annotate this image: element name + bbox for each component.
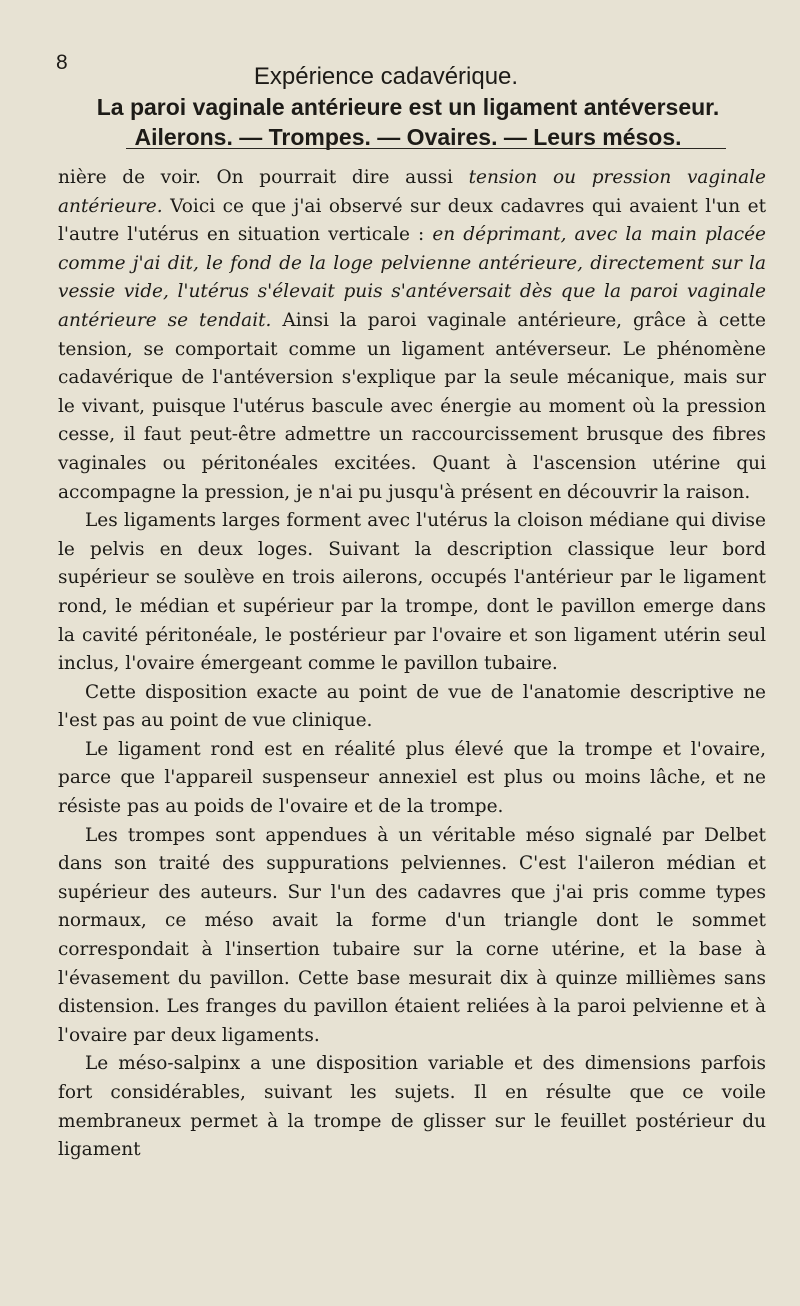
section-subtitle-line-2: Ailerons. — Trompes. — Ovaires. — Leurs mésos. <box>134 124 682 150</box>
paragraph-3: Cette disposition exacte au point de vue de l'anatomie descriptive ne l'est pas au point de vue clinique. <box>58 681 766 732</box>
section-title: Expérience cadavérique. <box>253 63 519 90</box>
header-divider <box>126 148 726 149</box>
paragraph-1-italic-d: en déprimant, avec la main placée comme j'ai dit, le fond de la loge pelvienne antérieure, directement sur la vessie vide, l'utérus s'élevait puis s'antéversait dès que la paroi vaginale antérieure se tendait. <box>58 224 766 331</box>
section-subtitle-line-1: La paroi vaginale antérieure est un ligament antéverseur. <box>96 94 720 120</box>
paragraph-1-part-a: nière de voir. On pourrait dire aussi <box>58 167 469 188</box>
paragraph-6: Le méso-salpinx a une disposition variable et des dimensions parfois fort considérables, suivant les sujets. Il en résulte que ce voile membraneux permet à la trompe de glisser sur le feuillet postérieur du ligament <box>58 1053 766 1161</box>
section-header <box>58 62 758 152</box>
paragraph-5: Les trompes sont appendues à un véritable méso signalé par Delbet dans son traité des suppurations pelviennes. C'est l'aileron médian et supérieur des auteurs. Sur l'un des cadavres que j'ai pris comme types normaux, ce méso avait la forme d'un triangle dont le sommet correspondait à l'insertion tubaire sur la corne utérine, et la base à l'évasement du pavillon. Cette base mesurait dix à quinze millièmes sans distension. Les franges du pavillon étaient reliées à la paroi pelvienne et à l'ovaire par deux ligaments. <box>58 824 766 1046</box>
paragraph-1 <box>58 164 766 507</box>
paragraph-1-italic-b: tension ou pression vaginale antérieure. <box>58 167 766 217</box>
page-number: 8 <box>56 51 68 74</box>
paragraph-4: Le ligament rond est en réalité plus élevé que la trompe et l'ovaire, parce que l'appareil suspenseur annexiel est plus ou moins lâche, et ne résiste pas au poids de l'ovaire et de la trompe. <box>58 738 766 818</box>
body-text <box>58 164 766 1165</box>
paragraph-1-part-e: Ainsi la paroi vaginale antérieure, grâce à cette tension, se comportait comme un ligament antéverseur. Le phénomène cadavérique de l'antéversion s'explique par la seule mécanique, mais sur le vivant, puisque l'utérus bascule avec énergie au moment où la pression cesse, il faut peut-être admettre un raccourcissement brusque des fibres vaginales ou péritonéales excitées. Quant à l'ascension utérine qui accompagne la pression, je n'ai pu jusqu'à présent en découvrir la raison. <box>58 309 766 503</box>
paragraph-2: Les ligaments larges forment avec l'utérus la cloison médiane qui divise le pelvis en deux loges. Suivant la description classique leur bord supérieur se soulève en trois ailerons, occupés l'antérieur par le ligament rond, le médian et supérieur par la trompe, dont le pavillon emerge dans la cavité péritonéale, le postérieur par l'ovaire et son ligament utérin seul inclus, l'ovaire émergeant comme le pavillon tubaire. <box>58 510 766 675</box>
paragraph-1-part-c: Voici ce que j'ai observé sur deux cadavres qui avaient l'un et l'autre l'utérus en situation verticale : <box>58 195 766 246</box>
